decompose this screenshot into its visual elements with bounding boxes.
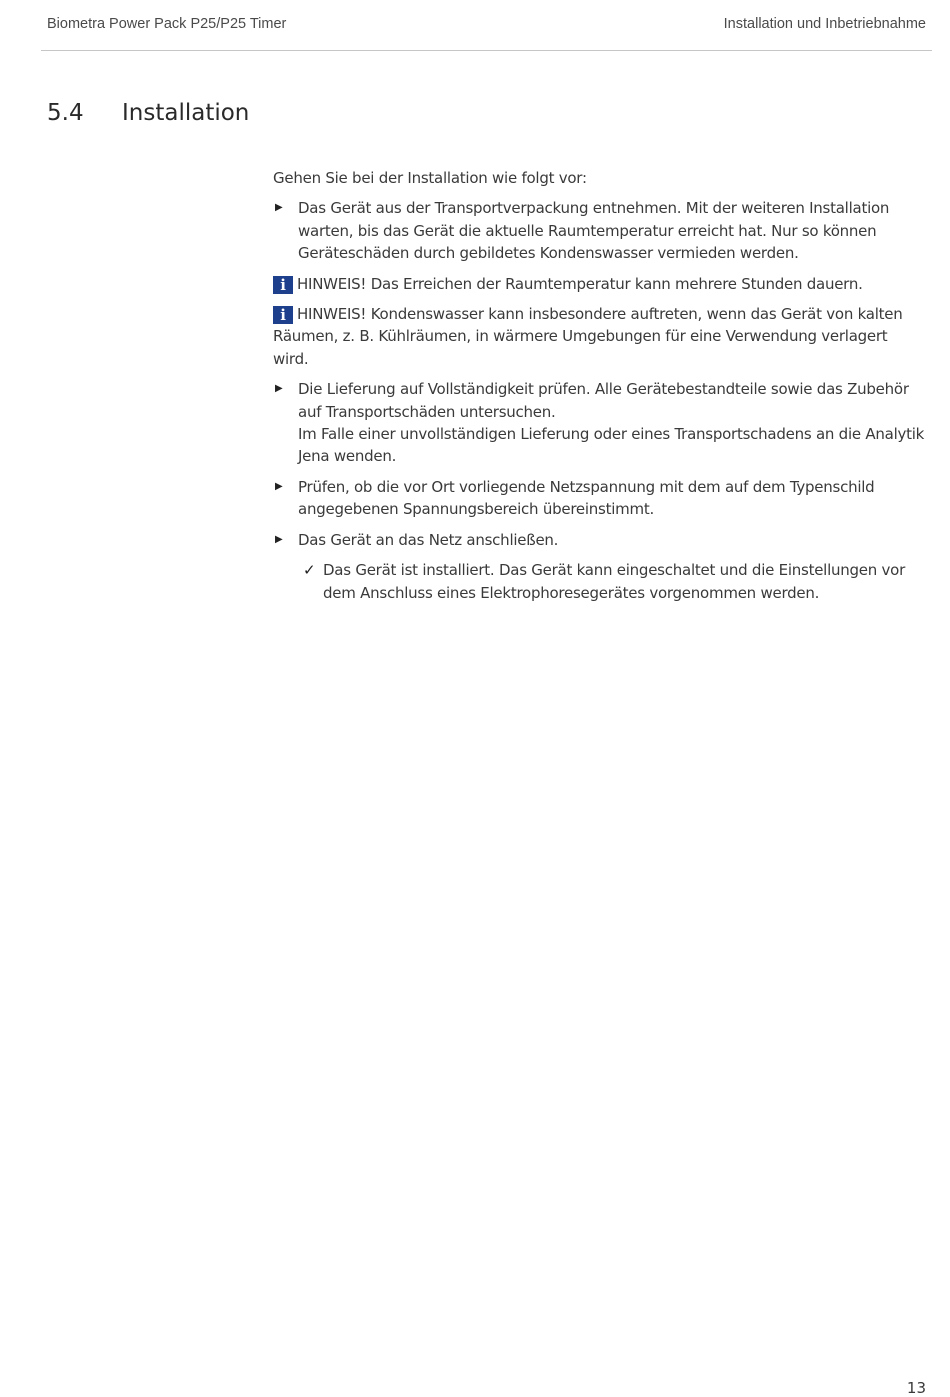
section-body (273, 167, 925, 612)
triangle-right-icon: ▶ (275, 533, 283, 545)
check-icon: ✓ (303, 561, 316, 580)
note-item (273, 273, 925, 295)
result-item (273, 559, 925, 604)
running-header-title: Biometra Power Pack P25/P25 Timer (47, 16, 287, 32)
step-text-continuation: Im Falle einer unvollständigen Lieferung oder eines Transportschadens an die Analytik Jena wenden. (298, 425, 925, 466)
note-text: HINWEIS! Das Erreichen der Raumtemperatur kann mehrere Stunden dauern. (297, 274, 863, 293)
step-text: Prüfen, ob die vor Ort vorliegende Netzspannung mit dem auf dem Typenschild angegebenen Spannungsbereich übereinstimmt. (298, 477, 875, 519)
triangle-right-icon: ▶ (275, 480, 283, 492)
note-text: HINWEIS! Kondenswasser kann insbesondere auftreten, wenn das Gerät von kalten Räumen, z. B. Kühlräumen, in wärmere Umgebungen für eine Verwendung verlagert wird. (273, 305, 903, 368)
info-icon: i (273, 276, 293, 294)
step-text: Das Gerät an das Netz anschließen. (298, 530, 559, 549)
triangle-right-icon: ▶ (275, 202, 283, 214)
running-header-chapter: Installation und Inbetriebnahme (723, 16, 926, 32)
info-icon: i (273, 306, 293, 324)
note-item (273, 303, 925, 370)
intro-text: Gehen Sie bei der Installation wie folgt vor: (273, 169, 587, 187)
step-item (273, 529, 925, 551)
section-number: 5.4 (47, 100, 84, 126)
triangle-right-icon: ▶ (275, 383, 283, 395)
result-text: Das Gerät ist installiert. Das Gerät kann eingeschaltet und die Einstellungen vor dem Anschluss eines Elektrophoresegerätes vorgenommen werden. (323, 561, 906, 602)
step-item (273, 378, 925, 468)
header-divider (41, 50, 932, 51)
step-text: Die Lieferung auf Vollständigkeit prüfen. Alle Gerätebestandteile sowie das Zubehör auf Transportschäden untersuchen. (298, 380, 909, 421)
step-item (273, 476, 925, 521)
section-heading (47, 100, 249, 126)
step-item (273, 197, 925, 264)
step-text: Das Gerät aus der Transportverpackung entnehmen. Mit der weiteren Installation warten, bis das Gerät die aktuelle Raumtemperatur erreicht hat. Nur so können Geräteschäden durch gebildetes Kondenswasser vermieden werden. (298, 199, 890, 263)
page-number: 13 (906, 1379, 926, 1397)
section-title: Installation (122, 100, 250, 126)
